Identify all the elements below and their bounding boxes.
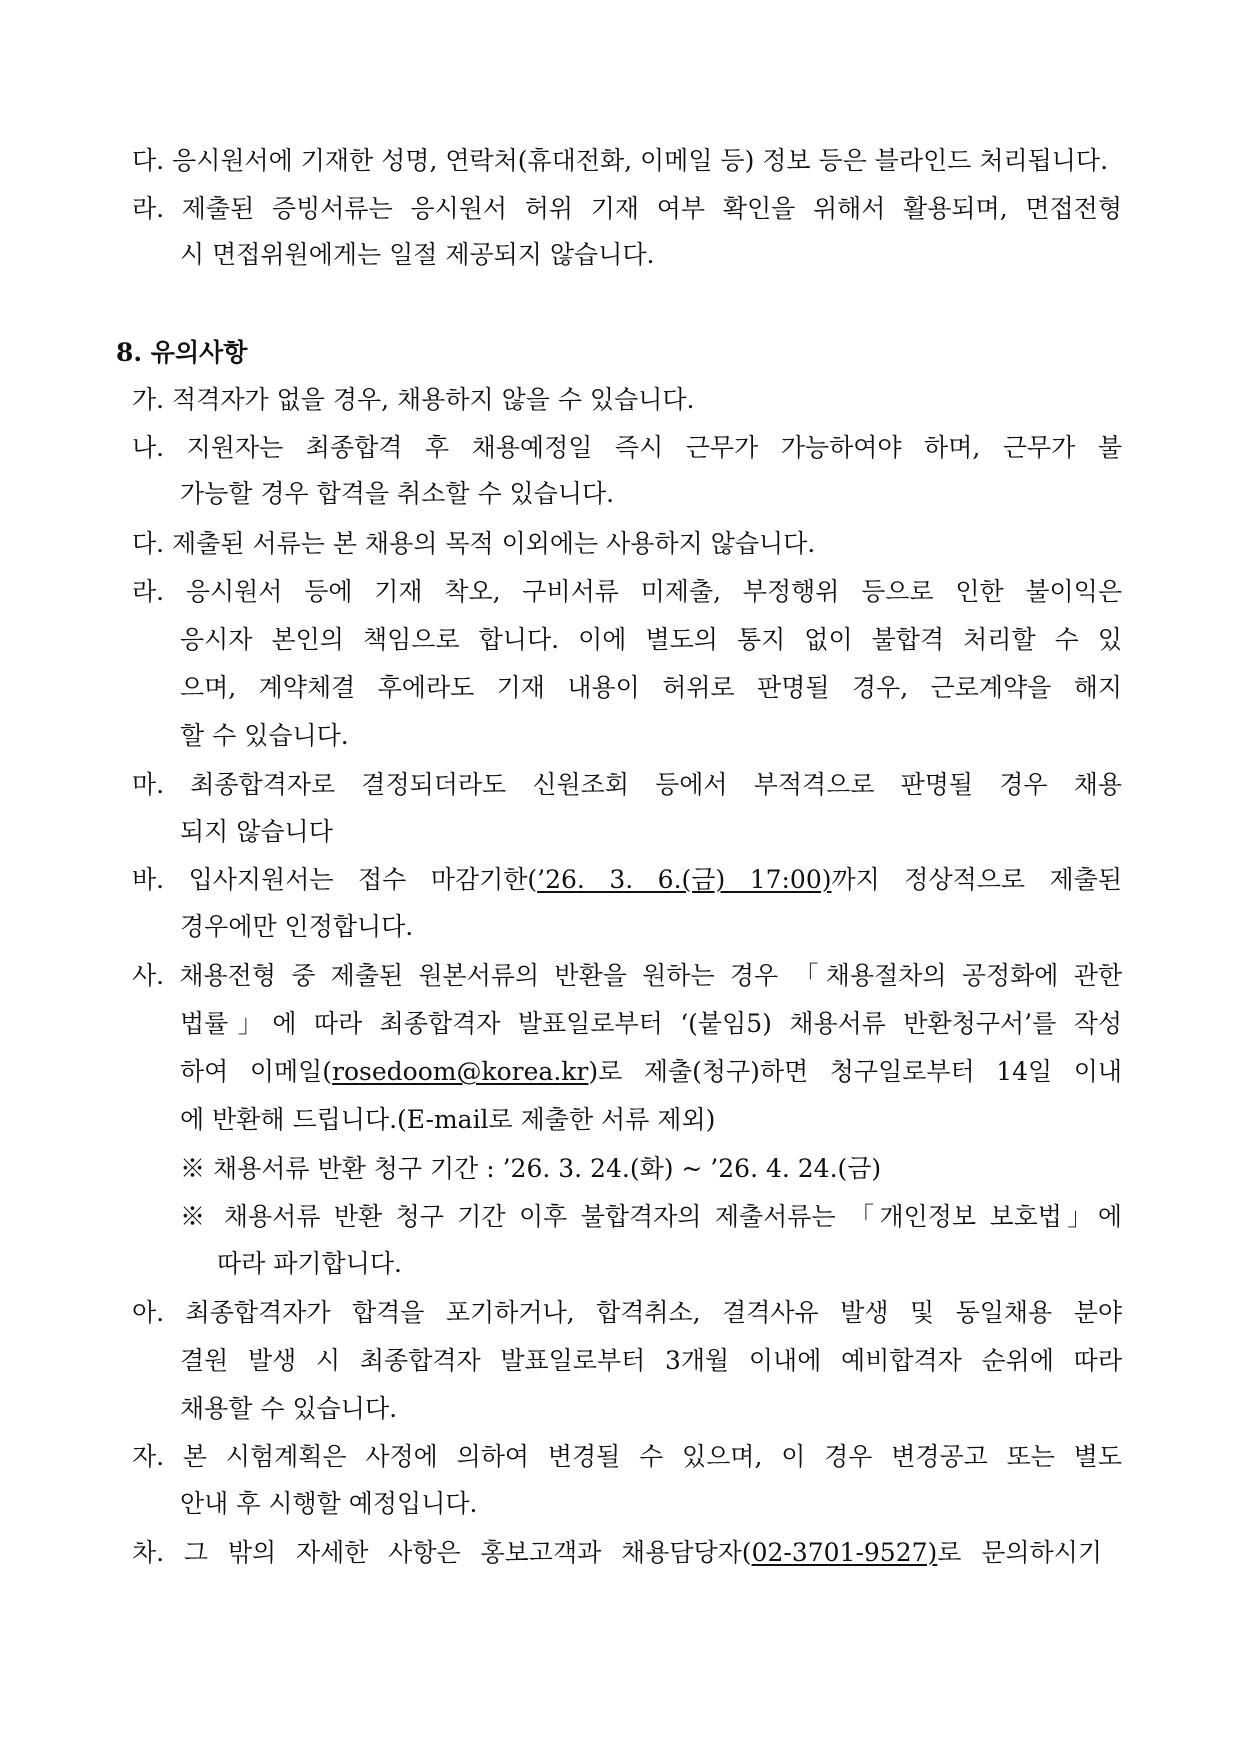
text-line: 다. 제출된 서류는 본 채용의 목적 이외에는 사용하지 않습니다. [132,529,816,558]
text-line: 마. 최종합격자로 결정되더라도 신원조회 등에서 부적격으로 판명될 경우 채용 [132,770,1122,799]
text-line: 자. 본 시험계획은 사정에 의하여 변경될 수 있으며, 이 경우 변경공고 또는 별도 [132,1442,1122,1471]
text-line: 안내 후 시행할 예정입니다. [180,1489,478,1518]
text-line: 라. 제출된 증빙서류는 응시원서 허위 기재 여부 확인을 위해서 활용되며, 면접전형 [132,194,1122,223]
text-line: 채용할 수 있습니다. [180,1394,398,1423]
text-line: 경우에만 인정합니다. [180,912,414,941]
text-line: 따라 파기합니다. [217,1249,402,1278]
text-line [132,862,1122,898]
text-line: 아. 최종합격자가 합격을 포기하거나, 합격취소, 결격사유 발생 및 동일채용 분야 [132,1298,1122,1327]
text-segment: 차. 그 밖의 자세한 사항은 홍보고객과 채용담당자( [132,1538,752,1567]
text-line [132,1535,1102,1571]
text-line: 되지 않습니다 [180,817,333,846]
text-line: 결원 발생 시 최종합격자 발표일로부터 3개월 이내에 예비합격자 순위에 따라 [180,1346,1122,1375]
email-link[interactable]: rosedoom@korea.kr [332,1057,589,1086]
text-segment: 까지 정상적으로 제출된 [831,865,1122,894]
deadline-date: ’26. 3. 6.(금) 17:00) [537,865,832,894]
text-segment: 하여 이메일( [180,1057,333,1086]
text-segment: 로 문의하시기 [937,1538,1102,1567]
text-line: 할 수 있습니다. [180,721,349,750]
text-line: 사. 채용전형 중 제출된 원본서류의 반환을 원하는 경우 「채용절차의 공정화에 관한 [132,961,1122,990]
text-line: 법률」에 따라 최종합격자 발표일로부터 ‘(붙임5) 채용서류 반환청구서’를 작성 [180,1009,1122,1038]
text-line: 응시자 본인의 책임으로 합니다. 이에 별도의 통지 없이 불합격 처리할 수 있 [180,625,1122,654]
text-line: 다. 응시원서에 기재한 성명, 연락처(휴대전화, 이메일 등) 정보 등은 블라인드 처리됩니다. [132,146,1109,175]
text-line: 으며, 계약체결 후에라도 기재 내용이 허위로 판명될 경우, 근로계약을 해지 [180,673,1122,702]
text-line: ※ 채용서류 반환 청구 기간 이후 불합격자의 제출서류는 「개인정보 보호법」에 [180,1202,1122,1231]
text-line: 에 반환해 드립니다.(E-mail로 제출한 서류 제외) [180,1105,716,1134]
text-line: 시 면접위원에게는 일절 제공되지 않습니다. [180,240,655,269]
phone-number: 02-3701-9527) [751,1538,938,1567]
section-heading: 8. 유의사항 [116,338,248,367]
text-segment: )로 제출(청구)하면 청구일로부터 14일 이내 [588,1057,1123,1086]
text-line: 나. 지원자는 최종합격 후 채용예정일 즉시 근무가 가능하여야 하며, 근무가 불 [132,433,1122,462]
text-line: 라. 응시원서 등에 기재 착오, 구비서류 미제출, 부정행위 등으로 인한 불이익은 [132,577,1122,606]
text-line: ※ 채용서류 반환 청구 기간 : ’26. 3. 24.(화) ~ ’26. 4. 24.(금) [180,1154,882,1183]
text-line: 가. 적격자가 없을 경우, 채용하지 않을 수 있습니다. [132,385,695,414]
text-line [180,1054,1122,1090]
text-segment: 바. 입사지원서는 접수 마감기한( [132,865,538,894]
text-line: 가능할 경우 합격을 취소할 수 있습니다. [180,479,615,508]
